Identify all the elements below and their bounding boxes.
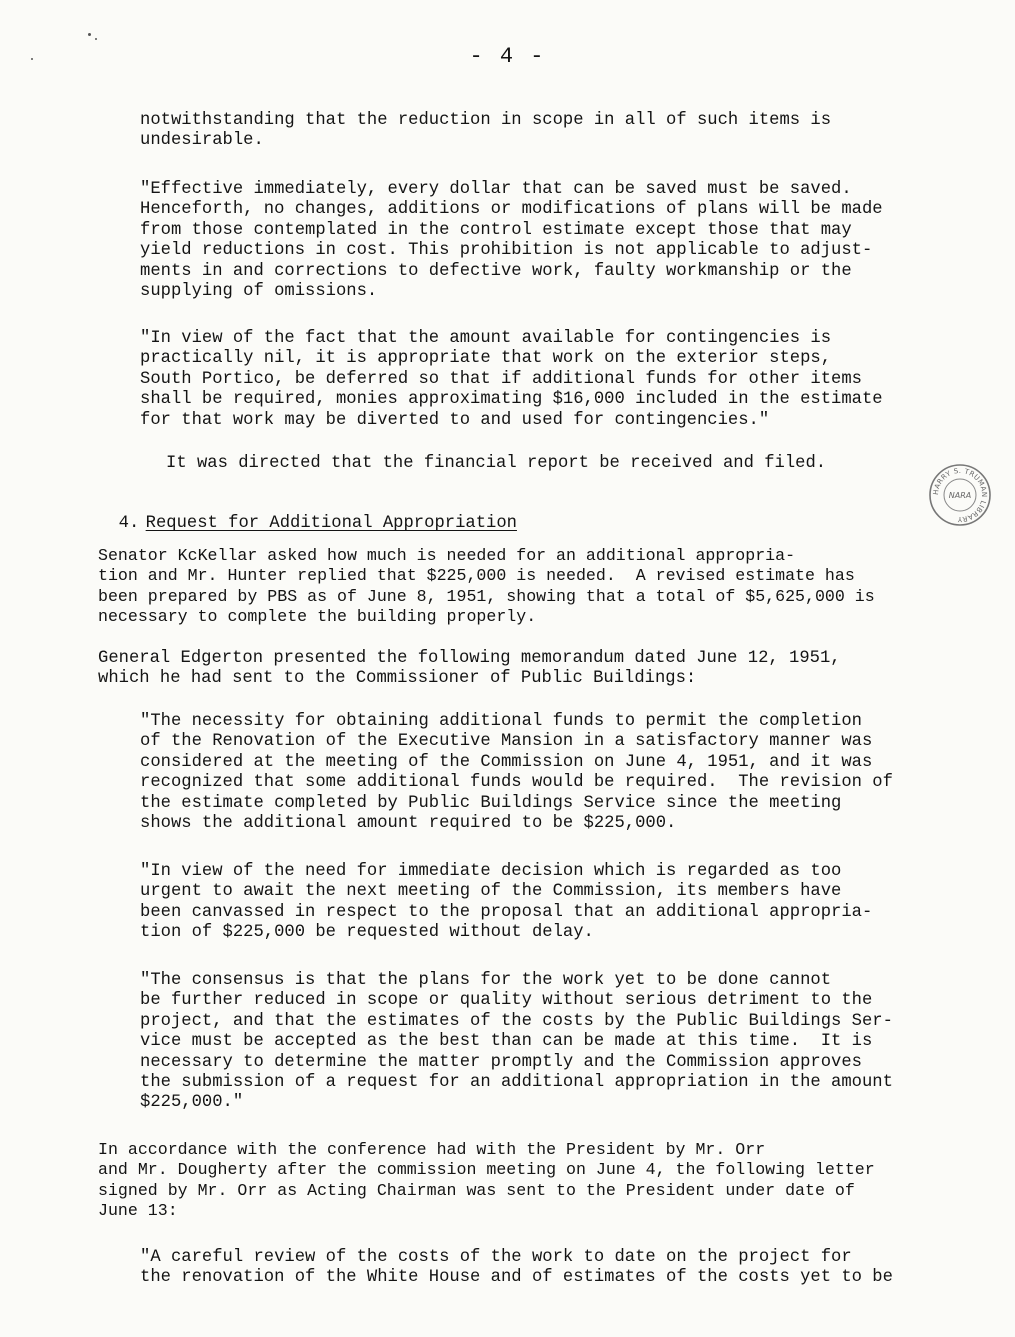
svg-text:HARRY S. TRUMAN LIBRARY: HARRY S. TRUMAN LIBRARY [931,466,989,524]
paragraph-memo-necessity: "The necessity for obtaining additional funds to permit the completion of the Renovation of the Executive Mansion in a satisfactory manner was considered at the meeting of the Commission on June 4, 1951, and it was recognized that some additional funds would be required. The revision of the estimate completed by Public Buildings Service since the meeting shows the additional amount required to be $225,000. [140,712,893,834]
section-title: Request for Additional Appropriation [145,514,517,534]
paragraph-contingencies: "In view of the fact that the amount available for contingencies is practically nil, it is appropriate that work on the exterior steps, South Portico, be deferred so that if additional funds for other items shall be required, monies approximating $16,000 included in the estimate for that work may be diverted to and used for contingencies." [140,329,883,430]
svg-text:NARA: NARA [948,491,972,500]
paragraph-letter-quote: "A careful review of the costs of the work to date on the project for the renovation of the White House and of estimates of the costs yet to be [140,1248,893,1288]
page-number: - 4 - [469,44,546,69]
section-heading [98,494,517,535]
paragraph-edgerton-memo-intro: General Edgerton presented the following memorandum dated June 12, 1951, which he had sent to the Commissioner of Public Buildings: [98,649,841,689]
paragraph-financial-report: It was directed that the financial report be received and filed. [166,454,827,473]
paragraph-senator-question: Senator KcKellar asked how much is needed for an additional appropria- tion and Mr. Hunter replied that $225,000 is needed. A revised estimate has been prepared by PBS as of June 8, 1951, showing that a total of $5,625,000 is necessary to complete the building properly. [98,546,875,627]
scan-speck [31,58,33,60]
paragraph-memo-consensus: "The consensus is that the plans for the work yet to be done cannot be further reduced in scope or quality without serious detriment to the project, and that the estimates of the costs by the Public Buildings Ser- vice must be accepted as the best than can be made at this time. It is necessary to determine the matter promptly and the Commission approves the submission of a request for an additional appropriation in the amount $225,000." [140,971,893,1113]
paragraph-conference-letter: In accordance with the conference had with the President by Mr. Orr and Mr. Dougherty after the commission meeting on June 4, the following letter signed by Mr. Orr as Acting Chairman was sent to the President under date of June 13: [98,1140,875,1221]
paragraph-memo-immediate-decision: "In view of the need for immediate decision which is regarded as too urgent to await the next meeting of the Commission, its members have been canvassed in respect to the proposal that an additional appropria- tion of $225,000 be requested without delay. [140,862,873,943]
scan-speck [95,38,97,40]
section-number: 4. [118,514,140,534]
paragraph-continuation: notwithstanding that the reduction in scope in all of such items is undesirable. [140,111,832,151]
library-stamp-seal [928,463,992,527]
scan-speck [88,33,91,36]
paragraph-effective-immediately: "Effective immediately, every dollar that can be saved must be saved. Henceforth, no changes, additions or modifications of plans will be made from those contemplated in the control estimate except those that may yield reductions in cost. This prohibition is not applicable to adjust- ments in and corrections to defective work, faulty workmanship or the supplying of omissions. [140,180,883,302]
